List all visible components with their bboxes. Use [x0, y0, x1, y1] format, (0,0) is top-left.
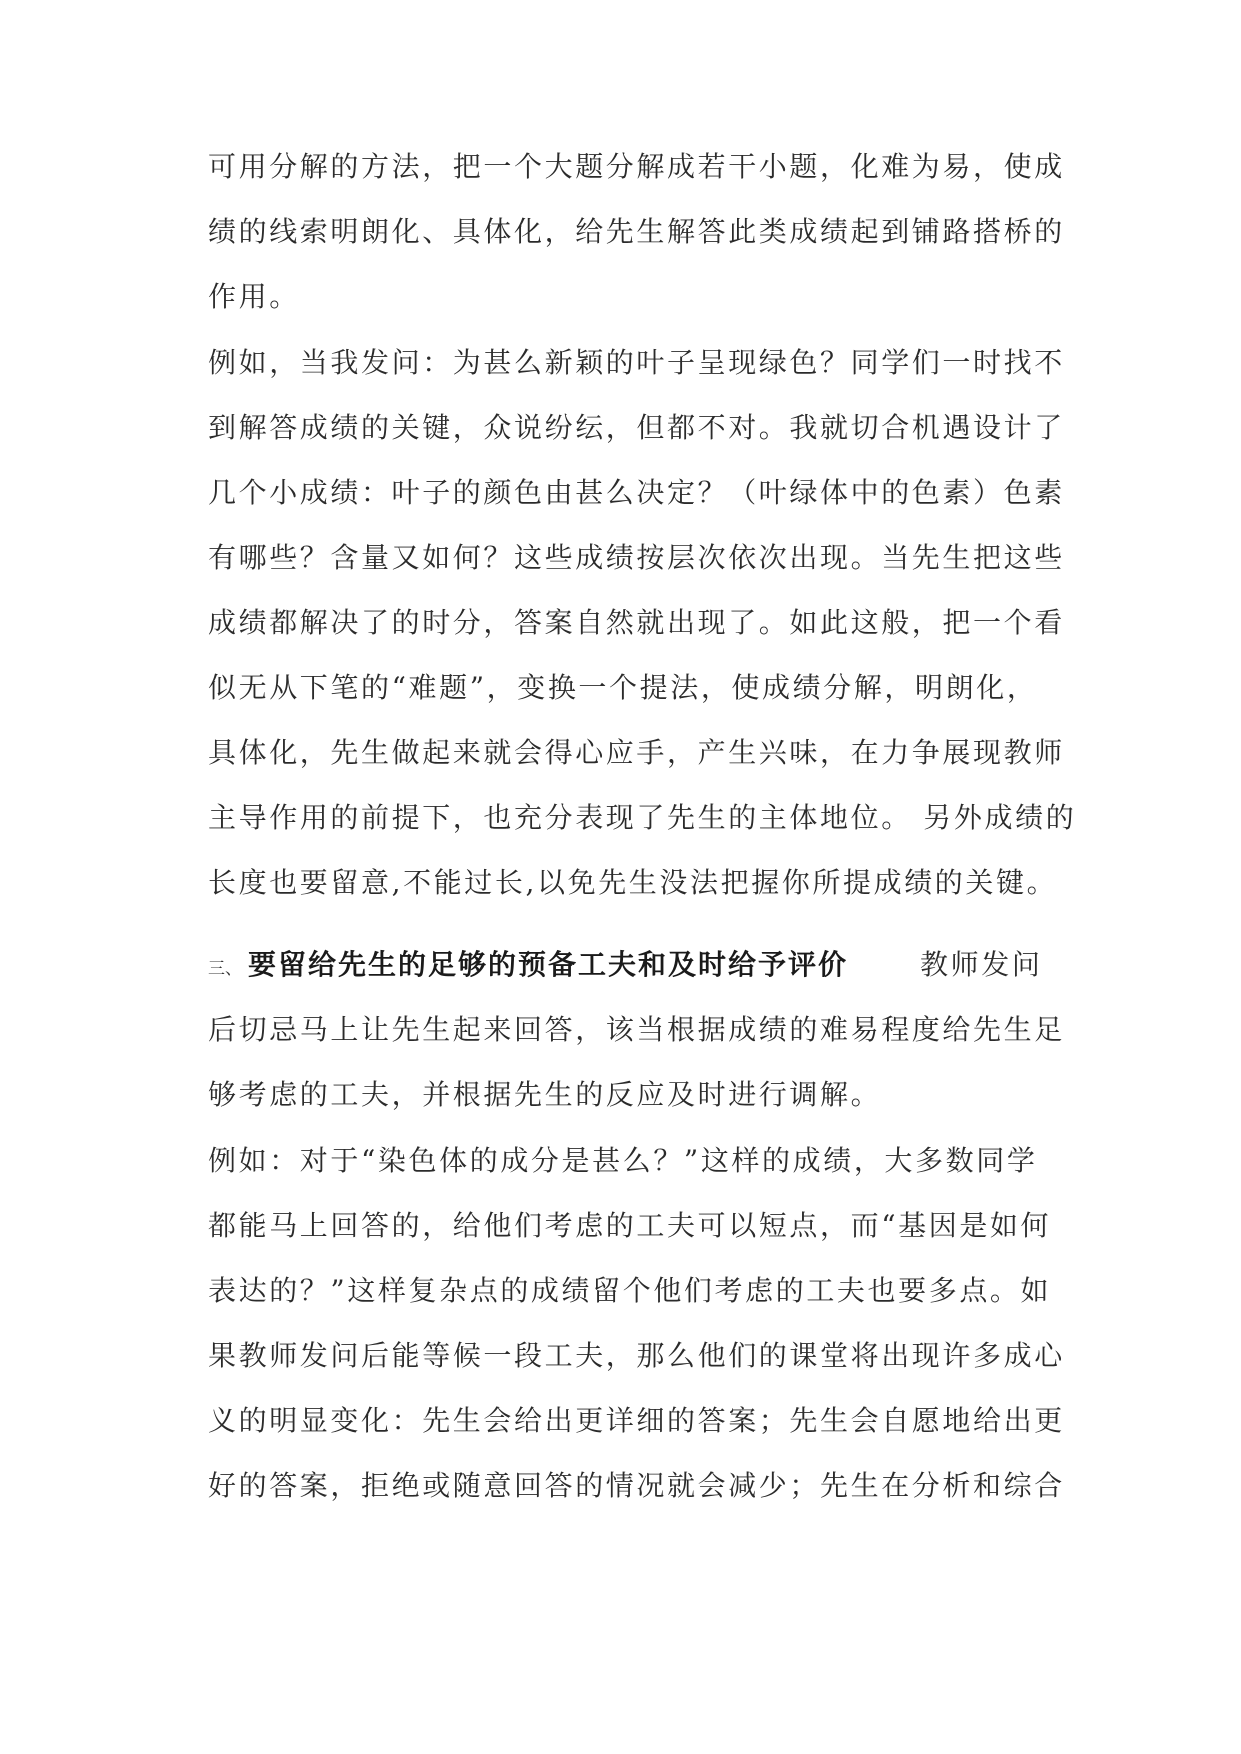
paragraph-line: 作用。: [208, 280, 300, 313]
paragraph-line: 好的答案，拒绝或随意回答的情况就会减少；先生在分析和综合: [208, 1469, 1065, 1502]
section-3: [208, 946, 1065, 1114]
section-heading-tail: 教师发问: [920, 948, 1043, 981]
document-page: [208, 148, 1077, 1505]
paragraph-line: 有哪些？含量又如何？这些成绩按层次依次出现。当先生把这些: [208, 541, 1065, 574]
paragraph-line: 到解答成绩的关键，众说纷纭，但都不对。我就切合机遇设计了: [208, 411, 1065, 444]
paragraph-line: 主导作用的前提下，也充分表现了先生的主体地位。 另外成绩的: [208, 801, 1077, 834]
paragraph-line: 够考虑的工夫，并根据先生的反应及时进行调解。: [208, 1078, 882, 1111]
paragraph-line: 可用分解的方法，把一个大题分解成若干小题，化难为易，使成: [208, 150, 1065, 183]
paragraph-line: 例如，当我发问：为甚么新颖的叶子呈现绿色？同学们一时找不: [208, 346, 1065, 379]
section-number: 三、: [208, 959, 242, 979]
section-gap: [208, 902, 1054, 946]
paragraph-line: 几个小成绩：叶子的颜色由甚么决定？（叶绿体中的色素）色素: [208, 476, 1065, 509]
paragraph-line: 成绩都解决了的时分，答案自然就出现了。如此这般，把一个看: [208, 606, 1065, 639]
paragraph-line: 绩的线索明朗化、具体化，给先生解答此类成绩起到铺路搭桥的: [208, 215, 1065, 248]
paragraph-line: 似无从下笔的“难题”，变换一个提法，使成绩分解，明朗化，: [208, 671, 1038, 704]
paragraph-line: 具体化，先生做起来就会得心应手，产生兴味，在力争展现教师: [208, 736, 1065, 769]
paragraph-gap: [208, 1114, 1054, 1142]
paragraph-4: [208, 1142, 1065, 1505]
section-heading-line: [208, 946, 1054, 984]
paragraph-line: 表达的？”这样复杂点的成绩留个他们考虑的工夫也要多点。如: [208, 1274, 1052, 1307]
paragraph-line: 义的明显变化：先生会给出更详细的答案；先生会自愿地给出更: [208, 1404, 1065, 1437]
paragraph-line: 长度也要留意,不能过长,以免先生没法把握你所提成绩的关键。: [208, 866, 1058, 899]
paragraph-line: 例如：对于“染色体的成分是甚么？”这样的成绩，大多数同学: [208, 1144, 1038, 1177]
section-heading: 要留给先生的足够的预备工夫和及时给予评价: [248, 948, 849, 981]
paragraph-line: 果教师发问后能等候一段工夫，那么他们的课堂将出现许多成心: [208, 1339, 1065, 1372]
paragraph-line: 后切忌马上让先生起来回答，该当根据成绩的难易程度给先生足: [208, 1013, 1065, 1046]
paragraph-1: [208, 148, 1065, 316]
paragraph-gap: [208, 316, 1054, 344]
paragraph-line: 都能马上回答的，给他们考虑的工夫可以短点，而“基因是如何: [208, 1209, 1052, 1242]
paragraph-2: [208, 344, 1077, 902]
